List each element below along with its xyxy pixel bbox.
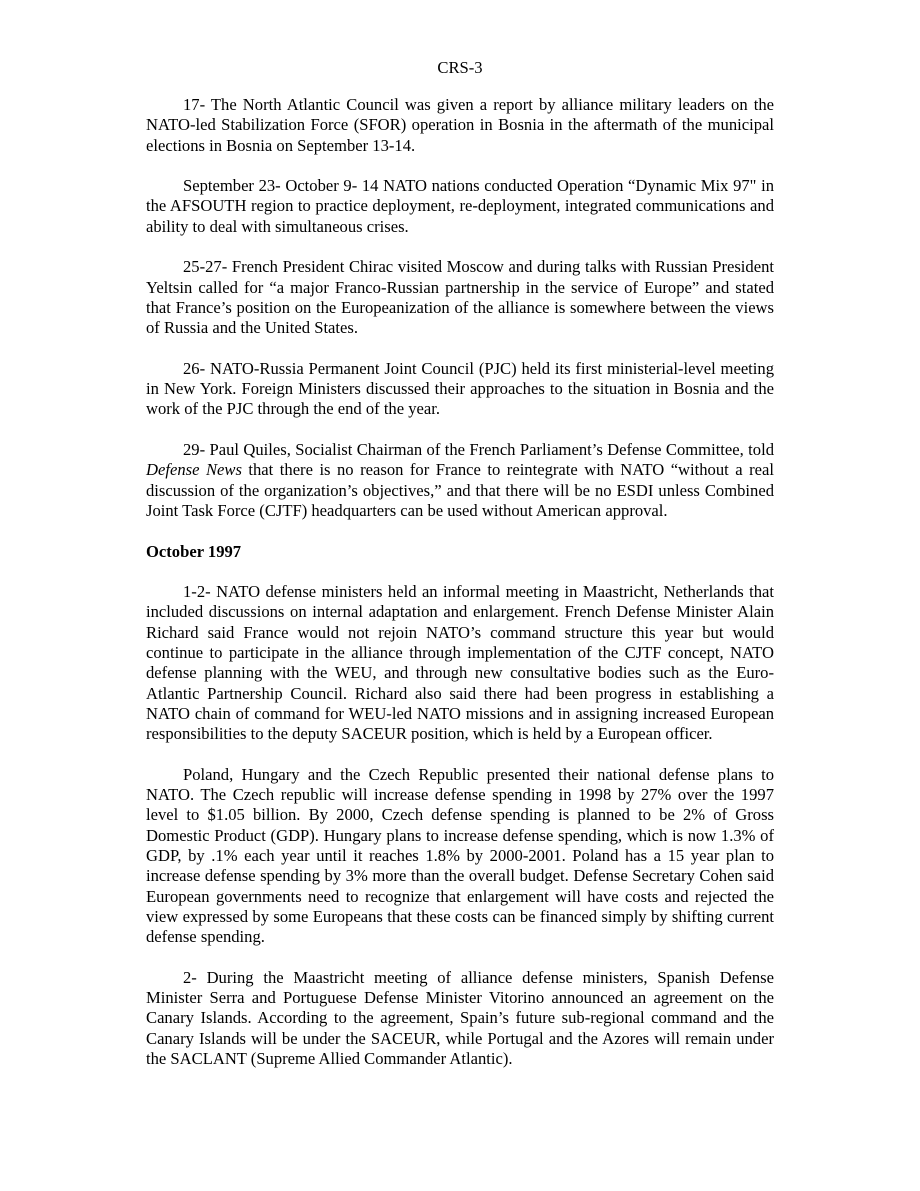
paragraph-oct-defense-plans: Poland, Hungary and the Czech Republic presented their national defense plans to NATO. The Czech republic will increase defense spending in 1998 by 27% over the 1997 level to $1.05 billion. By 2000, Czech defense spending is planned to be 2% of Gross Domestic Product (GDP). Hungary plans to increase defense spending, which is now 1.3% of GDP, by .1% each year until it reaches 1.8% by 2000-2001. Poland has a 15 year plan to increase defense spending by 3% more than the overall budget. Defense Secretary Cohen said European governments need to recognize that enlargement will have costs and rejected the view expressed by some Europeans that these costs can be financed simply by shifting current defense spending. xyxy=(146,764,774,947)
paragraph-text: 29- Paul Quiles, Socialist Chairman of the French Parliament’s Defense Committee, told xyxy=(183,440,774,460)
document-page xyxy=(146,58,774,1090)
paragraph-sep-23: September 23- October 9- 14 NATO nations conducted Operation “Dynamic Mix 97" in the AFSOUTH region to practice deployment, re-deployment, integrated communications and ability to deal with simultaneous crises. xyxy=(146,176,774,236)
page-number: CRS-3 xyxy=(437,58,483,77)
paragraph-sep-25: 25-27- French President Chirac visited Moscow and during talks with Russian President Yeltsin called for “a major Franco-Russian partnership in the service of Europe” and stated that France’s position on the Europeanization of the alliance is somewhere between the views of Russia and the United States. xyxy=(146,257,774,338)
paragraph-sep-17: 17- The North Atlantic Council was given a report by alliance military leaders on the NATO-led Stabilization Force (SFOR) operation in Bosnia in the aftermath of the municipal elections in Bosnia on September 13-14. xyxy=(146,95,774,155)
section-heading: October 1997 xyxy=(146,541,242,561)
paragraph-sep-29 xyxy=(146,440,774,521)
publication-title: Defense News xyxy=(146,460,242,480)
paragraph-sep-26: 26- NATO-Russia Permanent Joint Council (PJC) held its first ministerial-level meeting in New York. Foreign Ministers discussed their approaches to the situation in Bosnia and the work of the PJC through the end of the year. xyxy=(146,358,774,419)
paragraph-oct-1: 1-2- NATO defense ministers held an informal meeting in Maastricht, Netherlands that included discussions on internal adaptation and enlargement. French Defense Minister Alain Richard said France would not rejoin NATO’s command structure this year but would continue to participate in the alliance through implementation of the CJTF concept, NATO defense planning with the WEU, and through new consultative bodies such as the Euro-Atlantic Partnership Council. Richard also said there had been progress in establishing a NATO chain of command for WEU-led NATO missions and in assigning increased European responsibilities to the deputy SACEUR position, which is held by a European officer. xyxy=(146,582,774,744)
paragraph-text: that there is no reason for France to reintegrate with NATO “without a real discussion of the organization’s objectives,” and that there will be no ESDI unless Combined Joint Task Force (CJTF) headquarters can be used without American approval. xyxy=(146,460,774,520)
paragraph-oct-2: 2- During the Maastricht meeting of alliance defense ministers, Spanish Defense Minister Serra and Portuguese Defense Minister Vitorino announced an agreement on the Canary Islands. According to the agreement, Spain’s future sub-regional command and the Canary Islands will be under the SACEUR, while Portugal and the Azores will remain under the SACLANT (Supreme Allied Commander Atlantic). xyxy=(146,967,774,1068)
